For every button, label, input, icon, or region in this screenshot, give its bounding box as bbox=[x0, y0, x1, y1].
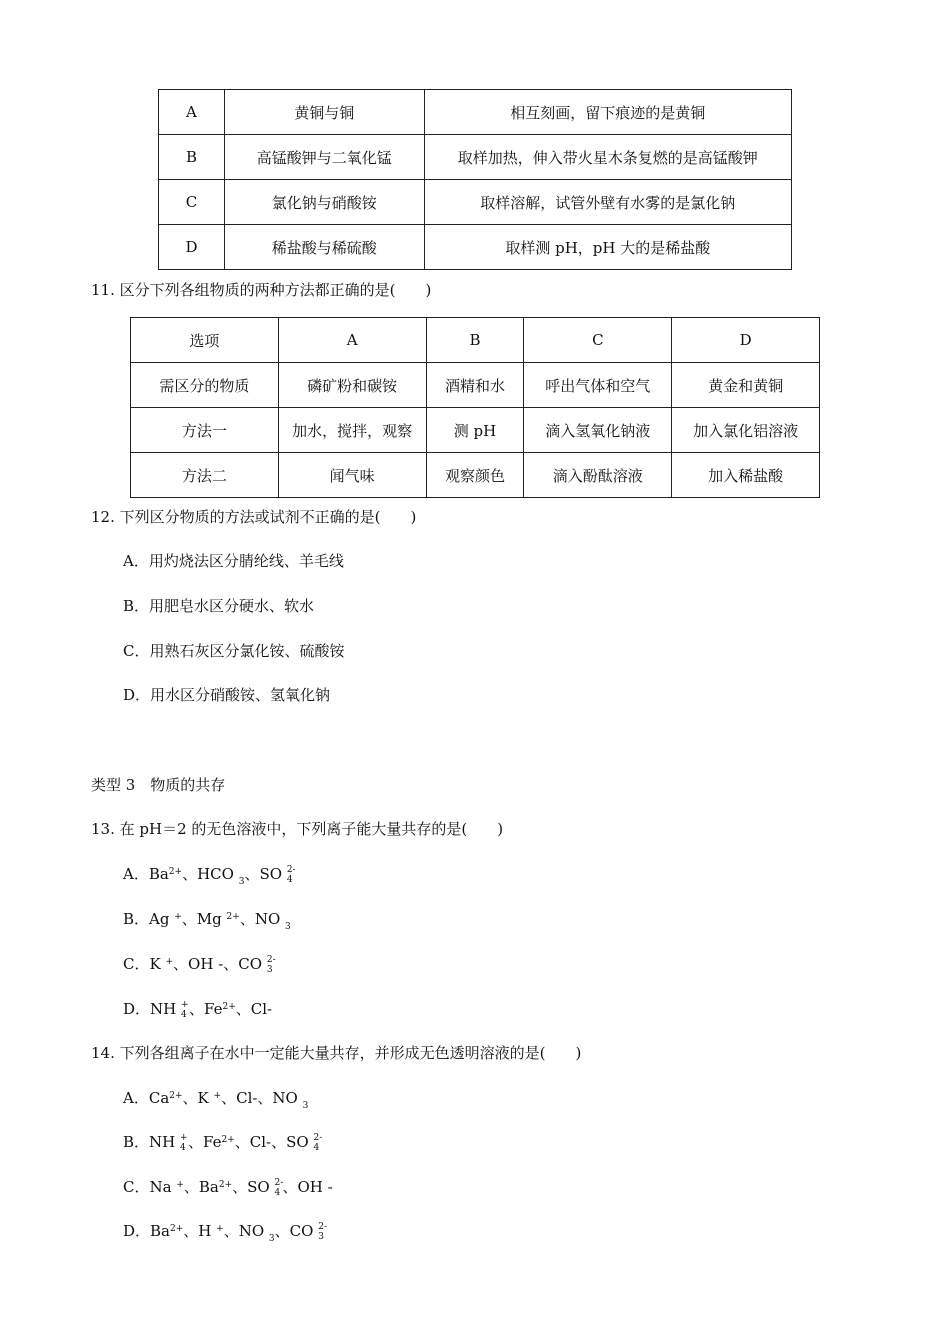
option-c bbox=[123, 1176, 333, 1197]
formula-text: NH bbox=[149, 1133, 176, 1151]
table-cell: 取样加热，伸入带火星木条复燃的是高锰酸钾 bbox=[424, 135, 791, 180]
subscript: 3 bbox=[266, 964, 273, 975]
formula-text: 、OH bbox=[173, 955, 214, 973]
charge: + bbox=[181, 999, 189, 1010]
formula-text: Ba bbox=[148, 865, 169, 883]
option-d: D．用水区分硝酸铵、氢氧化钠 bbox=[123, 686, 331, 704]
charge-stack bbox=[318, 1221, 327, 1242]
charge-stack bbox=[274, 1177, 284, 1198]
option-c: C．用熟石灰区分氯化铵、硫酸铵 bbox=[123, 642, 345, 660]
table-cell: 加入稀盐酸 bbox=[672, 453, 820, 498]
option-label: A． bbox=[123, 865, 149, 883]
table-row bbox=[159, 90, 792, 135]
subscript: 4 bbox=[313, 1142, 320, 1153]
table-header-cell: B bbox=[426, 318, 524, 363]
subscript: 3 bbox=[318, 1231, 324, 1242]
option-d bbox=[123, 1220, 327, 1244]
table-cell: 黄铜与铜 bbox=[224, 90, 424, 135]
formula-text: 、CO bbox=[223, 955, 263, 973]
charge: 2+ bbox=[221, 1135, 235, 1145]
table-cell: 方法二 bbox=[131, 453, 279, 498]
formula-text: 、Fe bbox=[189, 1000, 223, 1018]
subscript: 3 bbox=[302, 1101, 309, 1111]
table-cell: 加入氯化铝溶液 bbox=[672, 408, 820, 453]
option-label: B． bbox=[123, 1133, 150, 1151]
subscript: 3 bbox=[285, 922, 291, 932]
table-row bbox=[159, 135, 792, 180]
charge-stack bbox=[181, 999, 189, 1020]
charge: + bbox=[216, 1224, 224, 1234]
formula-text: 、NO bbox=[239, 910, 281, 928]
charge: 2- bbox=[313, 1132, 323, 1143]
charge: - bbox=[327, 1178, 333, 1196]
table-cell: 取样溶解，试管外壁有水雾的是氯化钠 bbox=[424, 180, 791, 225]
table-cell: 加水，搅拌，观察 bbox=[278, 408, 426, 453]
table-cell: 滴入酚酞溶液 bbox=[524, 453, 672, 498]
table-header-cell: 选项 bbox=[131, 318, 279, 363]
charge: + bbox=[180, 1132, 188, 1143]
option-a: A．用灼烧法区分腈纶线、羊毛线 bbox=[123, 552, 344, 570]
question-13: 13. 在 pH＝2 的无色溶液中，下列离子能大量共存的是( ) bbox=[91, 820, 504, 838]
comparison-table-1 bbox=[158, 89, 792, 270]
table-cell: 观察颜色 bbox=[426, 453, 524, 498]
question-11: 11. 区分下列各组物质的两种方法都正确的是( ) bbox=[91, 281, 432, 299]
formula-text: 、HCO bbox=[182, 865, 234, 883]
formula-text: 、Cl-、SO bbox=[234, 1133, 309, 1151]
table-cell: 相互刻画，留下痕迹的是黄铜 bbox=[424, 90, 791, 135]
table-cell: 需区分的物质 bbox=[131, 363, 279, 408]
charge: 2- bbox=[318, 1221, 327, 1232]
formula-text: 、NO bbox=[223, 1222, 265, 1240]
table-cell: 方法一 bbox=[131, 408, 279, 453]
charge: + bbox=[165, 957, 174, 967]
table-header-cell: D bbox=[672, 318, 820, 363]
table-cell: B bbox=[159, 135, 225, 180]
option-b bbox=[123, 1131, 321, 1152]
formula-text: 、Fe bbox=[188, 1133, 222, 1151]
subscript: 4 bbox=[180, 1142, 186, 1153]
charge: + bbox=[213, 1091, 222, 1101]
formula-text: Ba bbox=[150, 1222, 170, 1240]
table-row bbox=[159, 180, 792, 225]
charge: 2+ bbox=[222, 1002, 236, 1012]
formula-text: 、Ba bbox=[183, 1178, 219, 1196]
table-row bbox=[159, 225, 792, 270]
charge: 2- bbox=[286, 864, 296, 875]
subscript: 4 bbox=[181, 1009, 187, 1020]
table-cell: C bbox=[159, 180, 225, 225]
table-cell: 高锰酸钾与二氧化锰 bbox=[224, 135, 424, 180]
charge: 2+ bbox=[170, 1224, 184, 1234]
table-cell: 呼出气体和空气 bbox=[524, 363, 672, 408]
table-row bbox=[131, 408, 820, 453]
table-cell: D bbox=[159, 225, 225, 270]
charge: 2- bbox=[274, 1177, 284, 1188]
charge-stack bbox=[286, 864, 296, 885]
formula-text: 、H bbox=[183, 1222, 212, 1240]
charge: 2+ bbox=[168, 867, 183, 877]
option-b: B．用肥皂水区分硬水、软水 bbox=[123, 597, 315, 615]
formula-text: 、OH bbox=[282, 1178, 323, 1196]
charge: + bbox=[176, 1180, 184, 1190]
formula-text: 、SO bbox=[244, 865, 283, 883]
table-header-cell: C bbox=[524, 318, 672, 363]
formula-text: 、CO bbox=[274, 1222, 314, 1240]
formula-text: 、K bbox=[182, 1089, 209, 1107]
subscript: 4 bbox=[274, 1187, 281, 1198]
charge: - bbox=[218, 955, 224, 973]
formula-text: NH bbox=[150, 1000, 177, 1018]
comparison-table-2 bbox=[130, 317, 820, 498]
section-heading: 类型 3 物质的共存 bbox=[91, 776, 226, 794]
charge: 2- bbox=[266, 954, 276, 965]
formula-text: 、Mg bbox=[181, 910, 222, 928]
charge: 2+ bbox=[218, 1180, 233, 1190]
option-label: C． bbox=[123, 955, 150, 973]
table-cell: 黄金和黄铜 bbox=[672, 363, 820, 408]
table-row bbox=[131, 318, 820, 363]
table-cell: 闻气味 bbox=[278, 453, 426, 498]
formula-text: 、Cl-、NO bbox=[221, 1089, 298, 1107]
question-14: 14. 下列各组离子在水中一定能大量共存，并形成无色透明溶液的是( ) bbox=[91, 1044, 582, 1062]
option-label: D． bbox=[123, 1222, 151, 1240]
option-label: B． bbox=[123, 910, 150, 928]
option-c bbox=[123, 953, 275, 974]
option-d bbox=[123, 998, 272, 1019]
table-cell: 酒精和水 bbox=[426, 363, 524, 408]
table-row bbox=[131, 363, 820, 408]
table-cell: 稀盐酸与稀硫酸 bbox=[224, 225, 424, 270]
charge: 2+ bbox=[169, 1091, 183, 1101]
charge: 2+ bbox=[226, 912, 240, 922]
formula-text: 、SO bbox=[232, 1178, 270, 1196]
formula-text: Ag bbox=[149, 910, 170, 928]
charge-stack bbox=[313, 1132, 323, 1153]
formula-text: 、Cl- bbox=[235, 1000, 273, 1018]
formula-text: Na bbox=[149, 1178, 172, 1196]
table-row bbox=[131, 453, 820, 498]
charge-stack bbox=[180, 1132, 188, 1153]
table-cell: A bbox=[159, 90, 225, 135]
option-a bbox=[123, 1087, 309, 1111]
charge: + bbox=[174, 912, 182, 922]
option-b bbox=[123, 908, 291, 932]
option-a bbox=[123, 863, 296, 887]
subscript: 4 bbox=[286, 874, 293, 885]
option-label: D． bbox=[123, 1000, 151, 1018]
question-12: 12. 下列区分物质的方法或试剂不正确的是( ) bbox=[91, 508, 417, 526]
option-label: A． bbox=[123, 1089, 149, 1107]
table-cell: 取样测 pH，pH 大的是稀盐酸 bbox=[424, 225, 791, 270]
table-cell: 氯化钠与硝酸铵 bbox=[224, 180, 424, 225]
charge-stack bbox=[266, 954, 276, 975]
table-cell: 测 pH bbox=[426, 408, 524, 453]
option-label: C． bbox=[123, 1178, 150, 1196]
formula-text: Ca bbox=[148, 1089, 170, 1107]
subscript: 3 bbox=[238, 877, 245, 887]
table-cell: 磷矿粉和碳铵 bbox=[278, 363, 426, 408]
table-cell: 滴入氢氧化钠液 bbox=[524, 408, 672, 453]
table-header-cell: A bbox=[278, 318, 426, 363]
subscript: 3 bbox=[268, 1234, 275, 1244]
formula-text: K bbox=[149, 955, 161, 973]
